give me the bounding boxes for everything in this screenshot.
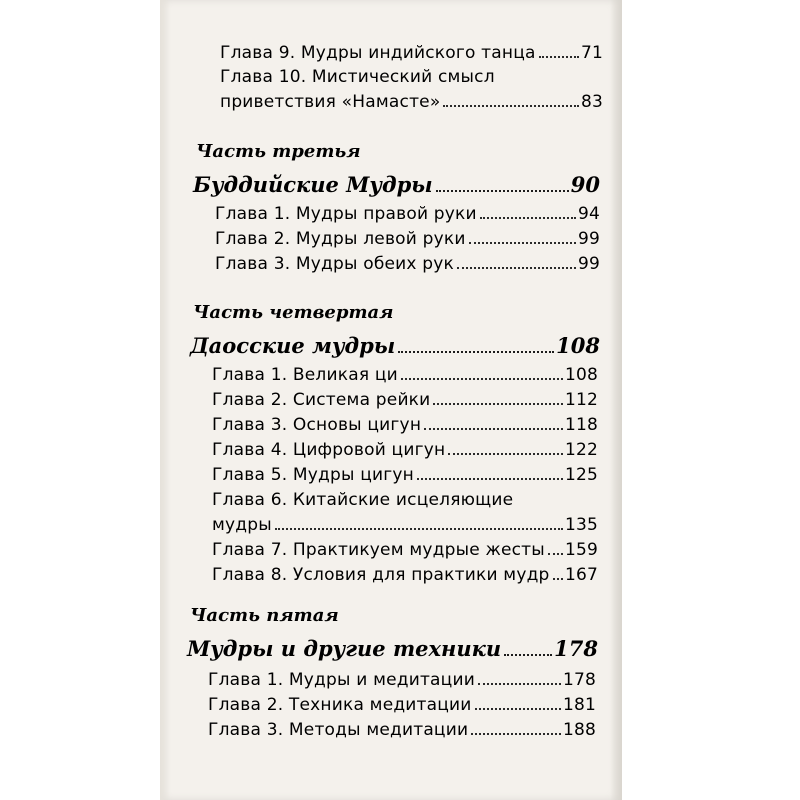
part-page: 178	[554, 636, 598, 661]
dot-leader	[448, 453, 563, 455]
toc-entry-page: 159	[564, 540, 598, 560]
dot-leader	[457, 267, 576, 269]
toc-entry-page: 118	[564, 415, 598, 435]
toc-entry-page: 122	[564, 440, 598, 460]
toc-entry-label: Глава 2. Мудры левой руки	[215, 229, 466, 249]
dot-leader	[504, 654, 552, 656]
toc-entry-label: Глава 8. Условия для практики мудр	[212, 565, 550, 585]
part-label: Часть третья	[196, 141, 361, 162]
toc-entry	[212, 390, 598, 410]
part-label: Часть четвертая	[193, 302, 394, 323]
toc-entry-label: Глава 1. Мудры и медитации	[208, 670, 475, 690]
toc-entry	[212, 565, 598, 585]
dot-leader	[553, 578, 563, 580]
toc-entry-label: Глава 5. Мудры цигун	[212, 465, 414, 485]
part-title-entry	[190, 333, 600, 358]
part-label: Часть пятая	[190, 605, 339, 626]
toc-entry-page: 167	[564, 565, 598, 585]
dot-leader	[548, 553, 563, 555]
toc-entry	[212, 440, 598, 460]
dot-leader	[424, 428, 563, 430]
part-title: Буддийские Мудры	[193, 172, 433, 197]
toc-entry	[212, 540, 598, 560]
part-title-entry	[193, 172, 600, 197]
toc-entry-page: 135	[564, 515, 598, 535]
toc-entry-label: Глава 3. Методы медитации	[208, 720, 469, 740]
toc-entry	[220, 92, 603, 112]
dot-leader	[475, 708, 561, 710]
toc-entry	[220, 43, 603, 63]
toc-entry-label-line1: Глава 6. Китайские исцеляющие	[212, 490, 514, 510]
toc-entry-page: 99	[577, 254, 600, 274]
toc-entry	[215, 254, 600, 274]
dot-leader	[471, 733, 561, 735]
toc-entry-label-line1: Глава 10. Мистический смысл	[220, 67, 495, 87]
toc-entry-page: 112	[564, 390, 598, 410]
dot-leader	[401, 378, 563, 380]
dot-leader	[275, 528, 563, 530]
toc-entry-page: 94	[577, 204, 600, 224]
dot-leader	[480, 217, 576, 219]
part-page: 108	[556, 333, 600, 358]
toc-entry	[215, 204, 600, 224]
toc-entry-page: 99	[577, 229, 600, 249]
toc-entry-page: 188	[562, 720, 596, 740]
dot-leader	[398, 351, 554, 353]
toc-entry-label: Глава 2. Система рейки	[212, 390, 431, 410]
toc-entry	[208, 695, 596, 715]
dot-leader	[469, 242, 576, 244]
toc-entry-label: Глава 1. Мудры правой руки	[215, 204, 477, 224]
toc-entry-label: приветствия «Намасте»	[220, 92, 441, 112]
toc-entry-page: 178	[562, 670, 596, 690]
part-title: Даосские мудры	[190, 333, 396, 358]
toc-entry-label: Глава 7. Практикуем мудрые жесты	[212, 540, 545, 560]
toc-entry-label: мудры	[212, 515, 272, 535]
dot-leader	[417, 478, 563, 480]
dot-leader	[436, 190, 569, 192]
toc-entry-page: 108	[564, 365, 598, 385]
toc-entry	[212, 465, 598, 485]
toc-entry-label: Глава 2. Техника медитации	[208, 695, 472, 715]
toc-entry-label: Глава 1. Великая ци	[212, 365, 398, 385]
toc-entry-label: Глава 4. Цифровой цигун	[212, 440, 446, 460]
dot-leader	[478, 683, 561, 685]
dot-leader	[433, 403, 563, 405]
toc-entry-label: Глава 3. Основы цигун	[212, 415, 422, 435]
toc-entry	[212, 415, 598, 435]
toc-entry-page: 125	[564, 465, 598, 485]
toc-entry	[208, 670, 596, 690]
toc-entry-label: Глава 3. Мудры обеих рук	[215, 254, 454, 274]
dot-leader	[539, 56, 579, 58]
dot-leader	[443, 105, 579, 107]
toc-entry-label: Глава 9. Мудры индийского танца	[220, 43, 536, 63]
toc-entry-page: 71	[580, 43, 603, 63]
toc-entry	[208, 720, 596, 740]
part-title: Мудры и другие техники	[187, 636, 502, 661]
toc-entry-page: 83	[580, 92, 603, 112]
toc-entry	[212, 365, 598, 385]
part-page: 90	[570, 172, 600, 197]
part-title-entry	[187, 636, 598, 661]
toc-entry	[212, 515, 598, 535]
toc-entry-page: 181	[562, 695, 596, 715]
toc-entry	[215, 229, 600, 249]
